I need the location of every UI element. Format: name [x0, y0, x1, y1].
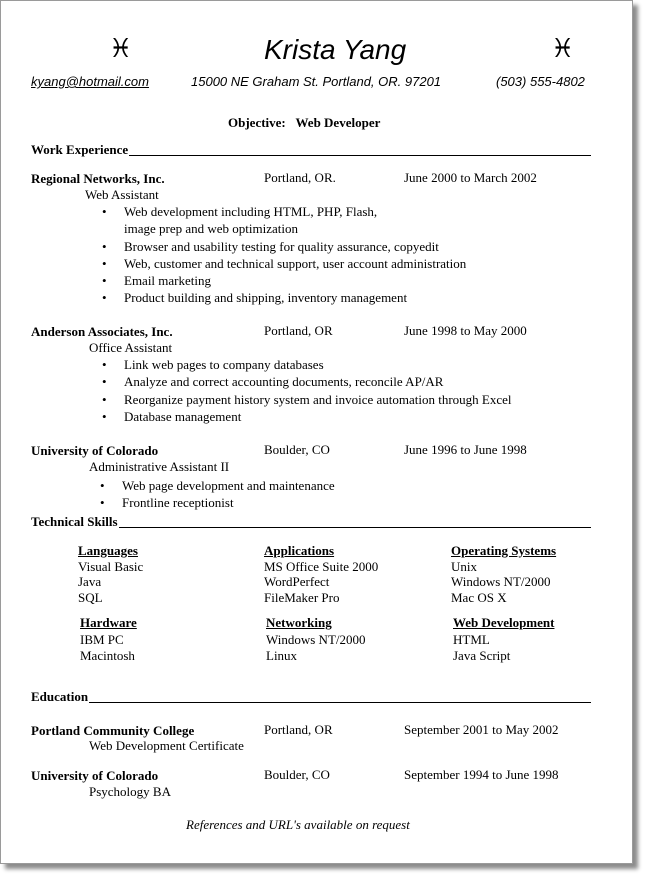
skill-item: Unix: [451, 558, 477, 574]
skill-item: Macintosh: [80, 648, 135, 663]
job-company: Anderson Associates, Inc.: [31, 324, 173, 339]
heading-rule: [119, 527, 591, 528]
school-name: Portland Community College: [31, 723, 195, 738]
job-duty-list: [102, 356, 512, 425]
skill-item: Mac OS X: [451, 589, 507, 605]
skill-item: HTML: [453, 631, 490, 647]
job-duty-list: [100, 477, 335, 512]
skill-group-operating-systems: [451, 543, 556, 605]
job-duty: • Link web pages to company databases: [102, 356, 512, 373]
pisces-symbol-right: ♓: [551, 34, 575, 64]
heading-rule: [89, 702, 591, 703]
job-location: Portland, OR: [264, 323, 333, 338]
skill-group-networking: [266, 615, 366, 665]
skill-item: Visual Basic: [78, 558, 144, 574]
objective-line: [228, 114, 380, 131]
section-heading-education: [31, 689, 591, 705]
job-dates: June 2000 to March 2002: [404, 170, 537, 185]
job-dates: June 1996 to June 1998: [404, 442, 527, 457]
job-location: Portland, OR.: [264, 170, 336, 185]
objective-value: Web Developer: [295, 115, 381, 130]
job-duty-continuation: image prep and web optimization: [124, 221, 299, 237]
skill-item: Linux: [266, 648, 298, 663]
school-dates: September 2001 to May 2002: [404, 722, 559, 737]
school-detail: Psychology BA: [89, 784, 171, 799]
job-duty: • Browser and usability testing for quality assurance, copyedit: [102, 238, 466, 255]
job-duty: • Web page development and maintenance: [100, 477, 335, 494]
school-location: Portland, OR: [264, 722, 333, 737]
objective-label: Objective:: [228, 115, 286, 130]
job-location: Boulder, CO: [264, 442, 330, 457]
skill-group-title: Networking: [266, 615, 332, 630]
school-location: Boulder, CO: [264, 767, 330, 782]
skill-group-title: Operating Systems: [451, 543, 557, 558]
email-link[interactable]: kyang@hotmail.com: [31, 74, 149, 89]
education-heading-label: Education: [31, 689, 89, 704]
job-duty: • Web development including HTML, PHP, Flash, image prep and web optimization: [102, 203, 466, 238]
skill-item: Java: [78, 574, 102, 589]
skill-group-languages: [78, 543, 143, 605]
address-text: 15000 NE Graham St. Portland, OR. 97201: [191, 74, 442, 89]
skill-group-title: Applications: [264, 543, 335, 558]
skill-group-web-development: [453, 615, 554, 665]
school-name: University of Colorado: [31, 768, 159, 783]
section-heading-work: [31, 142, 591, 158]
job-title: Office Assistant: [89, 340, 173, 355]
job-company: Regional Networks, Inc.: [31, 171, 165, 186]
references-note: References and URL's available on request: [186, 817, 410, 832]
skill-item: Windows NT/2000: [266, 631, 366, 647]
job-duty: • Frontline receptionist: [100, 494, 335, 511]
skill-item: SQL: [78, 589, 103, 605]
heading-rule: [129, 155, 591, 156]
job-duty: • Reorganize payment history system and invoice automation through Excel: [102, 391, 512, 408]
school-dates: September 1994 to June 1998: [404, 767, 559, 782]
resume-name: Krista Yang: [264, 34, 407, 65]
job-company: University of Colorado: [31, 443, 159, 458]
skill-item: Windows NT/2000: [451, 574, 551, 589]
work-heading-label: Work Experience: [31, 142, 129, 157]
job-title: Administrative Assistant II: [89, 459, 230, 474]
school-detail: Web Development Certificate: [89, 738, 244, 753]
skill-group-title: Languages: [78, 543, 138, 558]
section-heading-skills: [31, 514, 591, 530]
job-duty: • Database management: [102, 408, 512, 425]
skill-item: Java Script: [453, 648, 511, 663]
pisces-symbol-left: ♓: [109, 34, 133, 64]
skill-item: MS Office Suite 2000: [264, 558, 379, 574]
job-duty: • Email marketing: [102, 272, 466, 289]
skill-group-title: Web Development: [453, 615, 555, 630]
skill-group-title: Hardware: [80, 615, 137, 630]
skill-item: FileMaker Pro: [264, 589, 340, 605]
skill-item: IBM PC: [80, 631, 124, 647]
job-dates: June 1998 to May 2000: [404, 323, 527, 338]
job-duty-list: [102, 203, 466, 307]
skill-group-applications: [264, 543, 378, 605]
job-duty: • Web, customer and technical support, user account administration: [102, 255, 466, 272]
skill-group-hardware: [80, 615, 137, 665]
job-duty: • Analyze and correct accounting documents, reconcile AP/AR: [102, 373, 512, 390]
job-duty: • Product building and shipping, inventory management: [102, 289, 466, 306]
phone-text: (503) 555-4802: [496, 74, 585, 89]
skill-item: WordPerfect: [264, 574, 330, 589]
job-title: Web Assistant: [85, 187, 159, 202]
skills-heading-label: Technical Skills: [31, 514, 118, 529]
